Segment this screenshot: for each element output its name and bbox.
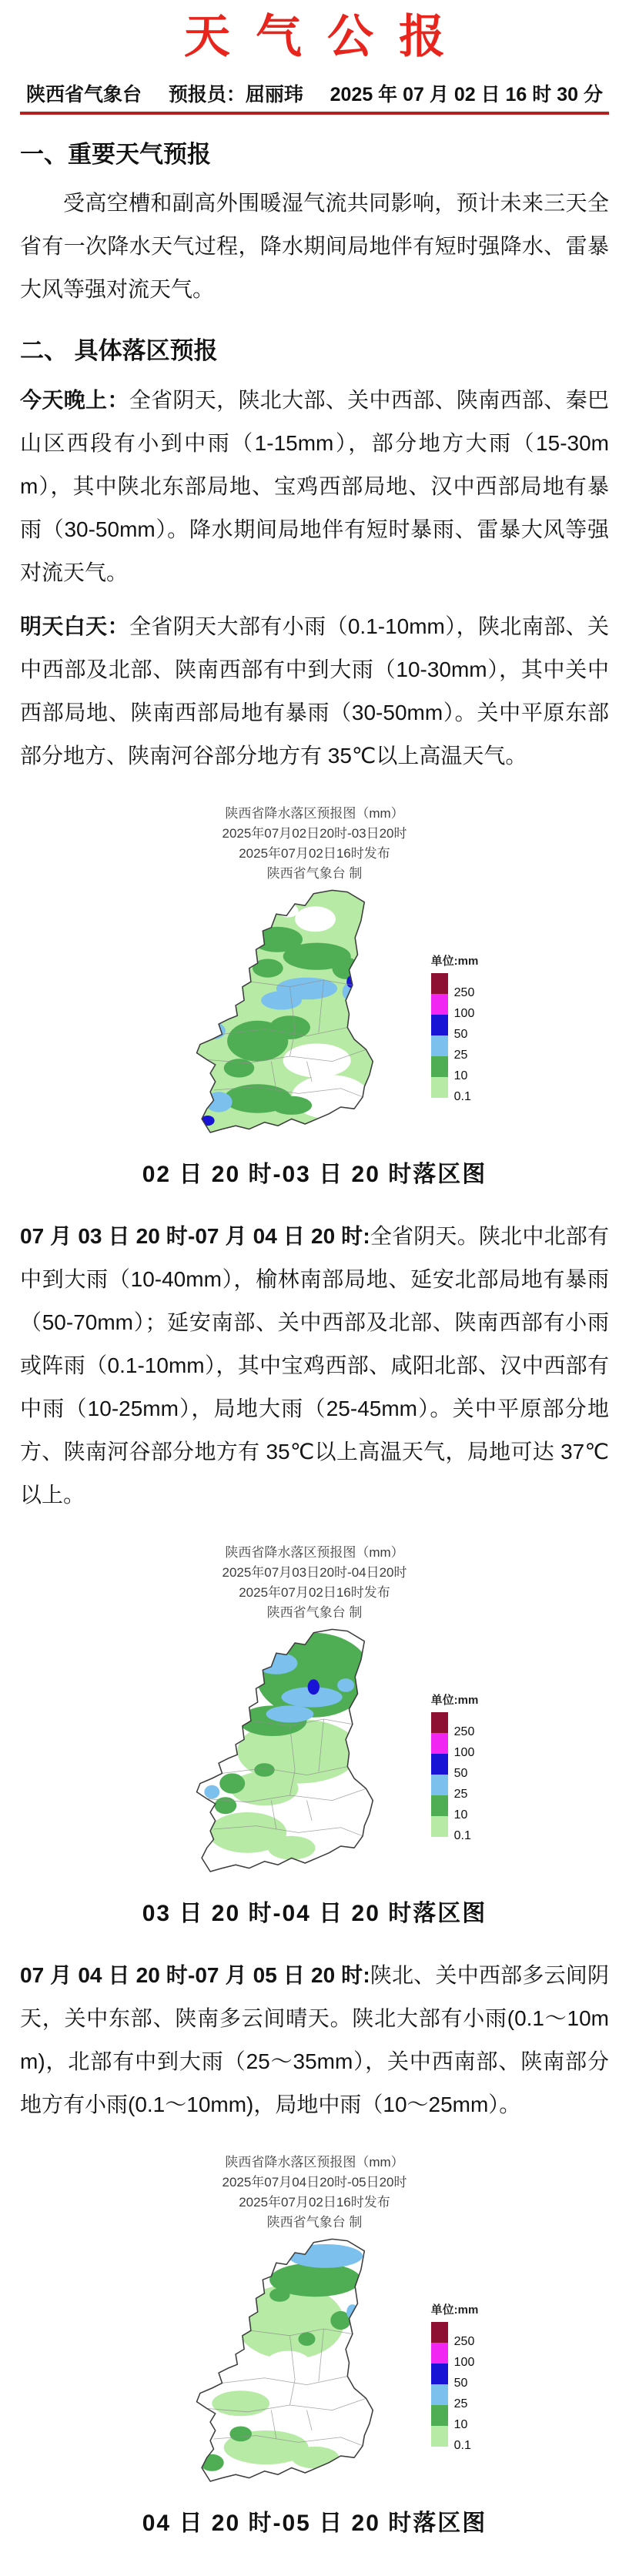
legend-swatch-50-100 [431,1754,448,1775]
map3-header [20,2153,609,2233]
map2-header [20,1543,609,1623]
legend-label-100: 100 [453,2356,475,2370]
legend-label-10: 10 [453,1069,468,1083]
legend-label-10: 10 [453,2418,468,2432]
legend-swatch-25-50 [431,1035,448,1056]
precip-map-figure-2 [20,1543,609,1928]
tomorrow-forecast-paragraph [20,605,609,778]
map1-header [20,804,609,884]
forecaster-name: 预报员：屈丽玮 [168,84,303,105]
day3-lead: 07 月 03 日 20 时-07 月 04 日 20 时: [20,1223,370,1248]
legend-swatch-250plus [431,973,448,994]
legend-unit-label: 单位:mm [430,955,479,969]
legend-swatch-01-10 [431,1816,448,1837]
map3-legend [430,2301,479,2453]
map1-header-issued: 2025年07月02日16时发布 [239,845,390,861]
shaanxi-precip-map-1 [151,887,420,1141]
map1-header-period: 2025年07月02日20时-03日20时 [222,825,407,841]
legend-label-100: 100 [453,1007,475,1021]
legend-label-50: 50 [453,1767,468,1781]
map1-header-title: 陕西省降水落区预报图（mm） [225,805,404,821]
legend-swatch-25-50 [431,2384,448,2405]
bulletin-meta-line [20,79,609,115]
map1-rain-areas [188,887,383,1141]
legend-label-250: 250 [453,1725,475,1739]
map3-rain-areas [188,2236,383,2490]
legend-label-25: 25 [453,1788,468,1802]
legend-label-50: 50 [453,2377,468,2390]
map2-header-title: 陕西省降水落区预报图（mm） [225,1544,404,1560]
day4-lead: 07 月 04 日 20 时-07 月 05 日 20 时: [20,1962,370,1987]
tomorrow-lead: 明天白天： [20,614,129,638]
map1-row [20,887,609,1141]
legend-label-0p1: 0.1 [453,1829,471,1843]
legend-swatch-01-10 [431,1077,448,1098]
page-title: 天气公报 [184,11,470,62]
legend-label-25: 25 [453,2397,468,2411]
issue-datetime: 2025 年 07 月 02 日 16 时 30 分 [330,84,603,105]
legend-label-25: 25 [453,1049,468,1062]
precip-map-figure-3 [20,2153,609,2538]
map3-header-maker: 陕西省气象台 制 [266,2214,363,2230]
legend-unit-label: 单位:mm [430,2303,479,2317]
section2-heading: 二、 具体落区预报 [20,337,218,365]
precip-map-figure-1 [20,804,609,1189]
section1-heading: 一、重要天气预报 [20,141,211,168]
shaanxi-precip-map-2 [151,1626,420,1880]
legend-label-100: 100 [453,1746,475,1760]
tonight-body: 全省阴天，陕北大部、关中西部、陕南西部、秦巴山区西段有小到中雨（1-15mm），部分地方大雨（15-30mm），其中陕北东部局地、宝鸡西部局地、汉中西部局地有暴雨（30-50mm）。降水期间局地伴有短时暴雨、雷暴大风等强对流天气。 [20,387,609,584]
legend-swatch-50-100 [431,2364,448,2384]
map2-header-period: 2025年07月03日20时-04日20时 [222,1564,407,1580]
legend-label-0p1: 0.1 [453,1090,471,1104]
legend-label-10: 10 [453,1808,468,1822]
day3-body: 全省阴天。陕北中北部有中到大雨（10-40mm），榆林南部局地、延安北部局地有暴雨（50-70mm）；延安南部、关中西部及北部、陕南西部有小雨或阵雨（0.1-10mm），其中宝鸡西部、咸阳北部、汉中西部有中雨（10-25mm），局地大雨（25-45mm）。关中平原部分地方、陕南河谷部分地方有 35℃以上高温天气，局地可达 37℃以上。 [20,1223,609,1507]
tomorrow-body: 全省阴天大部有小雨（0.1-10mm），陕北南部、关中西部及北部、陕南西部有中到大雨（10-30mm），其中关中西部局地、陕南西部局地有暴雨（30-50mm）。关中平原东部部分地方、陕南河谷部分地方有 35℃以上高温天气。 [20,614,609,768]
legend-label-0p1: 0.1 [453,2439,471,2453]
map2-legend [430,1691,479,1843]
legend-swatch-250plus [431,1712,448,1733]
map2-row [20,1626,609,1880]
section1-paragraph: 受高空槽和副高外围暖湿气流共同影响，预计未来三天全省有一次降水天气过程，降水期间局地伴有短时强降水、雷暴大风等强对流天气。 [20,191,609,302]
legend-label-250: 250 [453,986,475,1000]
legend-swatch-50-100 [431,1015,448,1035]
legend-swatch-25-50 [431,1775,448,1795]
legend-swatch-100-250 [431,994,448,1015]
legend-swatch-100-250 [431,1733,448,1754]
map2-header-maker: 陕西省气象台 制 [266,1604,363,1620]
map3-header-title: 陕西省降水落区预报图（mm） [225,2154,404,2170]
map2-rain-areas [188,1626,383,1880]
legend-label-250: 250 [453,2335,475,2349]
legend-swatch-10-25 [431,1795,448,1816]
legend-swatch-01-10 [431,2426,448,2447]
legend-swatch-100-250 [431,2343,448,2364]
map2-caption: 03 日 20 时-04 日 20 时落区图 [142,1900,487,1926]
map3-header-period: 2025年07月04日20时-05日20时 [222,2174,407,2190]
day4-body: 陕北、关中西部多云间阴天，关中东部、陕南多云间晴天。陕北大部有小雨(0.1～10mm)，北部有中到大雨（25～35mm），关中西南部、陕南部分地方有小雨(0.1～10mm)，局地中雨（10～25mm）。 [20,1962,609,2116]
legend-swatch-10-25 [431,1056,448,1077]
legend-label-50: 50 [453,1028,468,1042]
agency-name: 陕西省气象台 [26,84,142,105]
tonight-forecast-paragraph [20,379,609,594]
map1-caption: 02 日 20 时-03 日 20 时落区图 [142,1161,487,1187]
legend-swatch-250plus [431,2322,448,2343]
tonight-lead: 今天晚上： [20,387,129,412]
legend-unit-label: 单位:mm [430,1694,479,1708]
map3-header-issued: 2025年07月02日16时发布 [239,2194,390,2210]
map1-header-maker: 陕西省气象台 制 [266,865,363,881]
legend-swatch-10-25 [431,2405,448,2426]
shaanxi-precip-map-3 [151,2236,420,2490]
map3-row [20,2236,609,2490]
day3-forecast-paragraph [20,1215,609,1517]
map1-legend [430,952,479,1104]
day4-forecast-paragraph [20,1954,609,2126]
map2-header-issued: 2025年07月02日16时发布 [239,1584,390,1600]
map3-caption: 04 日 20 时-05 日 20 时落区图 [142,2510,487,2536]
